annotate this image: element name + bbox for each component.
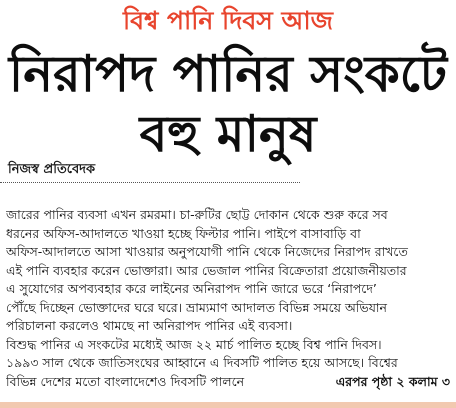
body-line: ধরনের অফিস-আদালতে খাওয়া হচ্ছে ফিল্টার পানি। পাইপে বাসাবাড়ি বা (6, 225, 361, 241)
headline-line-1: নিরাপদ পানির সংকটে (8, 45, 448, 103)
body-line: বিশুদ্ধ পানির এ সংকটের মধ্যেই আজ ২২ মার্চ পালিত হচ্ছে বিশ্ব পানি দিবস। (6, 336, 382, 352)
body-line: অফিস-আদালতে আসা খাওয়ার অনুপযোগী পানি থেকে নিজেদের নিরাপদ রাখতে (6, 244, 408, 259)
headline-line-2: বহু মানুষ (139, 105, 317, 163)
body-line-last-text: বিভিন্ন দেশের মতো বাংলাদেশেও দিবসটি পালনে (6, 373, 245, 389)
continued-jump-link[interactable]: এরপর পৃষ্ঠা ২ কলাম ৩ (335, 373, 450, 389)
body-line: এ সুযোগের অপব্যবহার করে লাইনের অনিরাপদ পানি জারে ভরে ‘নিরাপদে’ (6, 281, 377, 296)
page-bottom-strip (0, 402, 456, 408)
article-kicker: বিশ্ব পানি দিবস আজ (123, 6, 333, 35)
article-body (6, 206, 450, 391)
body-line-last (6, 373, 450, 392)
body-line: পৌঁছে দিচ্ছেন ভোক্তাদের ঘরে ঘরে। ভ্রাম্যমাণ আদালত বিভিন্ন সময়ে অভিযান (6, 299, 388, 315)
body-line: পরিচালনা করলেও থামছে না অনিরাপদ পানির এই ব্যবসা। (6, 318, 293, 333)
byline-divider (0, 182, 300, 183)
body-line: ১৯৯৩ সাল থেকে জাতিসংঘের আহ্বানে এ দিবসটি পালিত হয়ে আসছে। বিশ্বের (6, 355, 398, 370)
body-line: এই পানি ব্যবহার করেন ভোক্তারা। আর ভেজাল পানির বিক্রেতারা প্রয়োজনীয়তার (6, 262, 407, 278)
byline: নিজস্ব প্রতিবেদক (8, 162, 96, 177)
article-headline (0, 44, 456, 164)
body-line: জারের পানির ব্যবসা এখন রমরমা। চা-রুটির ছোট্ট দোকান থেকে শুরু করে সব (6, 207, 388, 222)
